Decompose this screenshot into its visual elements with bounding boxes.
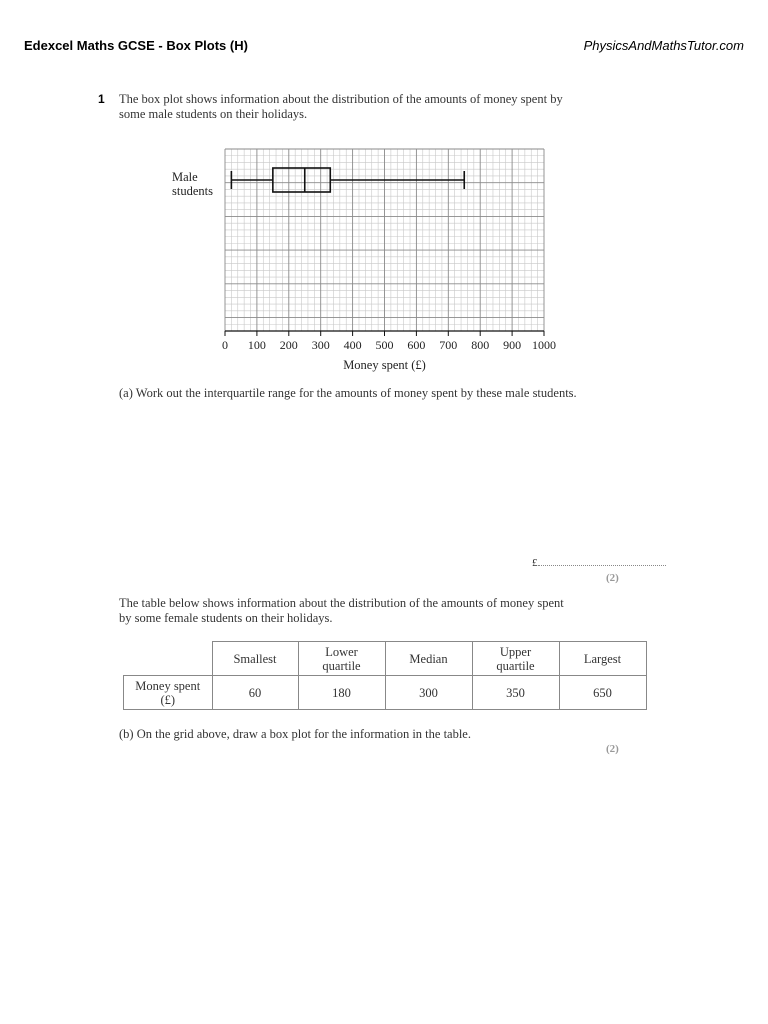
question-intro-line-1: The box plot shows information about the distribution of the amounts of money spent by — [119, 92, 563, 106]
table-corner — [124, 642, 213, 676]
header-lower-quartile: Lower quartile — [298, 642, 385, 676]
category-label-line-2: students — [172, 184, 213, 198]
value-median: 300 — [385, 676, 472, 710]
x-axis-title: Money spent (£) — [343, 358, 426, 372]
part-b-marks: (2) — [606, 743, 619, 755]
x-tick-label-700: 700 — [439, 338, 458, 352]
x-tick-label-800: 800 — [471, 338, 490, 352]
x-tick-label-900: 900 — [503, 338, 522, 352]
document-title: Edexcel Maths GCSE - Box Plots (H) — [24, 38, 248, 53]
value-lower-quartile: 180 — [298, 676, 385, 710]
header-smallest: Smallest — [212, 642, 298, 676]
value-smallest: 60 — [212, 676, 298, 710]
site-name: PhysicsAndMathsTutor.com — [583, 38, 744, 53]
value-upper-quartile: 350 — [472, 676, 559, 710]
answer-field[interactable] — [538, 557, 666, 566]
x-tick-label-100: 100 — [247, 338, 266, 352]
question-intro-line-2: some male students on their holidays. — [119, 107, 308, 121]
value-largest: 650 — [559, 676, 646, 710]
table-intro-line-2: by some female students on their holidays. — [119, 611, 333, 625]
table-intro-line-1: The table below shows information about the distribution of the amounts of money spent — [119, 596, 564, 610]
part-a-marks: (2) — [606, 572, 619, 584]
header-largest: Largest — [559, 642, 646, 676]
x-tick-label-500: 500 — [375, 338, 394, 352]
table-data-row — [124, 676, 647, 710]
x-tick-label-600: 600 — [407, 338, 426, 352]
x-axis-tick-labels — [222, 338, 556, 352]
row-label-money-spent: Money spent (£) — [124, 676, 213, 710]
header-upper-quartile: Upper quartile — [472, 642, 559, 676]
answer-currency: £ — [532, 557, 538, 569]
x-tick-label-0: 0 — [222, 338, 228, 352]
x-tick-label-200: 200 — [279, 338, 298, 352]
category-label-line-1: Male — [172, 170, 198, 184]
x-tick-label-400: 400 — [343, 338, 362, 352]
x-tick-label-1000: 1000 — [532, 338, 556, 352]
x-tick-label-300: 300 — [311, 338, 330, 352]
header-median: Median — [385, 642, 472, 676]
x-axis-ticks — [225, 331, 544, 336]
part-a-question: (a) Work out the interquartile range for the amounts of money spent by these male students. — [119, 386, 577, 400]
table-intro — [119, 596, 564, 626]
question-number: 1 — [98, 92, 105, 106]
table-header-row — [124, 642, 647, 676]
female-students-table — [123, 641, 647, 710]
part-b-question: (b) On the grid above, draw a box plot for the information in the table. — [119, 727, 471, 741]
answer-line — [532, 556, 666, 571]
